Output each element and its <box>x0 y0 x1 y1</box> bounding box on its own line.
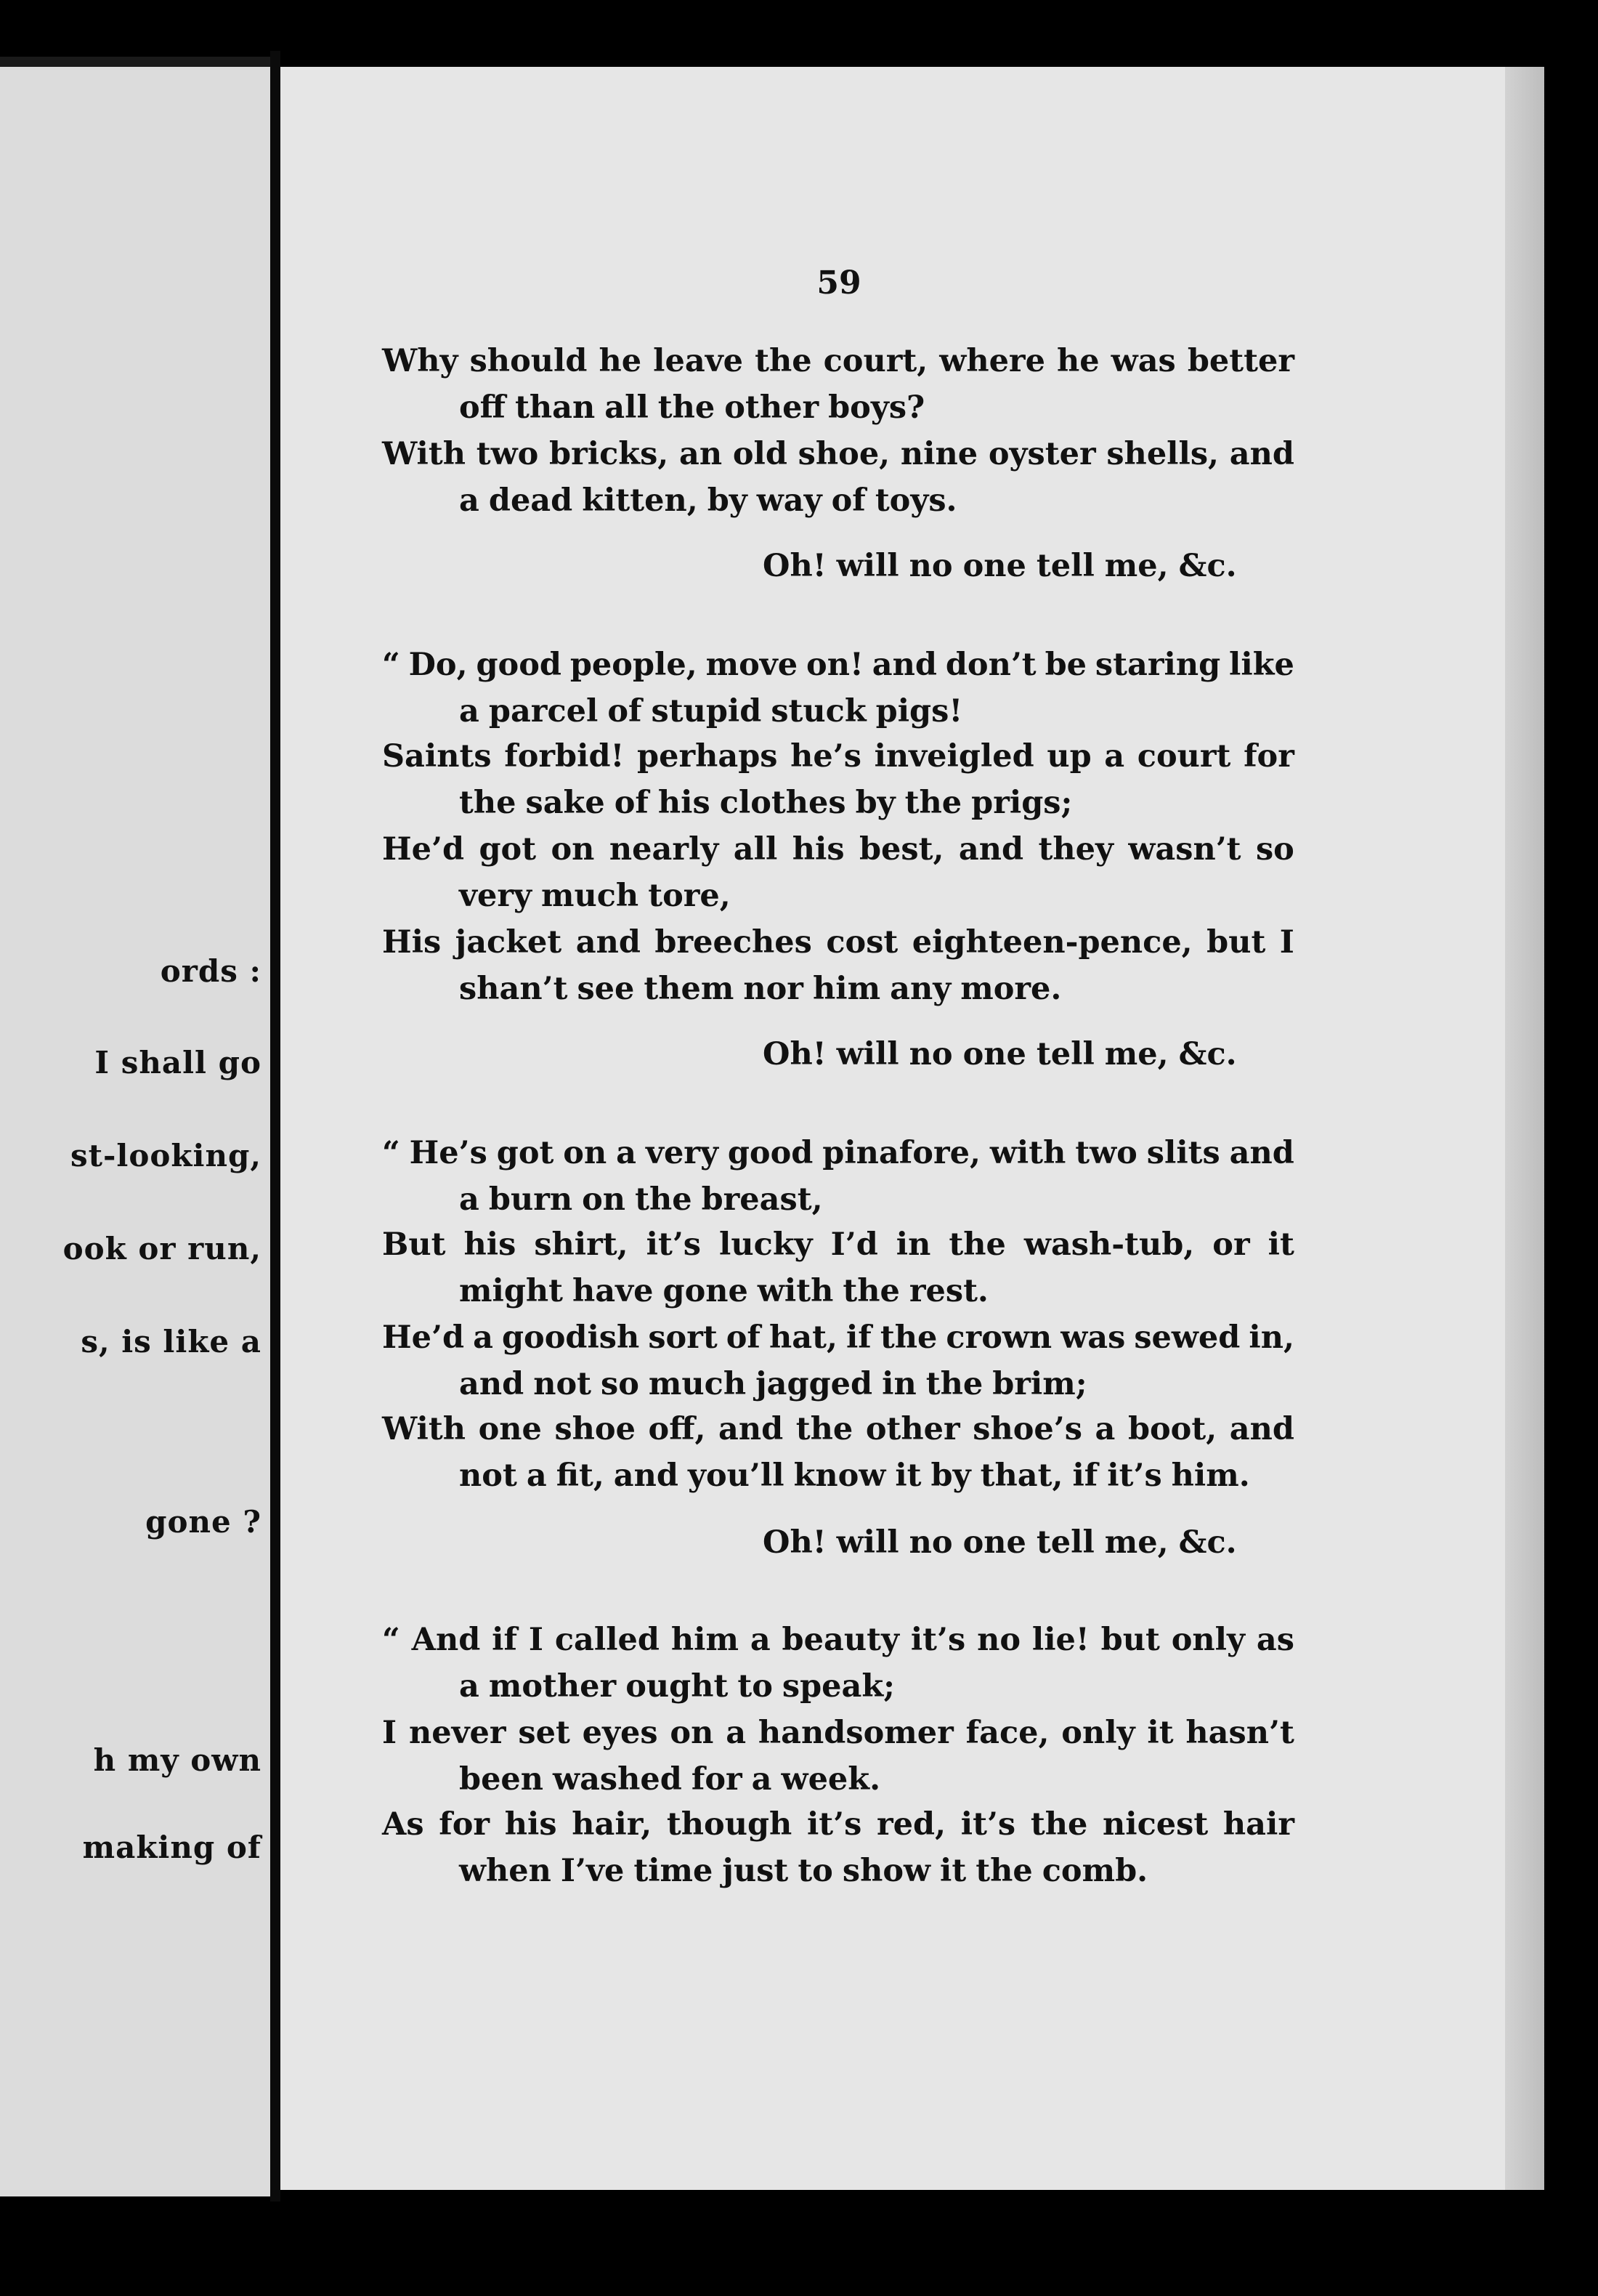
poem-line: shan’t see them nor him any more. <box>459 971 1062 1007</box>
poem-line: a dead kitten, by way of toys. <box>459 482 957 519</box>
previous-page-fragment: h my own <box>93 1742 261 1778</box>
poem-line: He’d got on nearly all his best, and they wasn’t so <box>382 831 1294 868</box>
poem-line: Saints forbid! perhaps he’s inveigled up a court for <box>382 738 1294 775</box>
refrain-line: Oh! will no one tell me, &c. <box>763 1524 1237 1561</box>
previous-page-fragment: I shall go <box>94 1045 261 1080</box>
poem-line: Why should he leave the court, where he was better <box>382 343 1294 379</box>
poem-line: As for his hair, though it’s red, it’s the nicest hair <box>382 1806 1294 1843</box>
poem-line: might have gone with the rest. <box>459 1273 989 1309</box>
previous-page-fragment: st-looking, <box>70 1138 261 1173</box>
poem-line: and not so much jagged in the brim; <box>459 1366 1087 1402</box>
poem-line: I never set eyes on a handsomer face, only it hasn’t <box>382 1715 1294 1751</box>
poem-line: He’d a goodish sort of hat, if the crown was sewed in, <box>382 1319 1294 1356</box>
refrain-line: Oh! will no one tell me, &c. <box>763 548 1237 584</box>
book-gutter <box>270 51 280 2202</box>
poem-line: “ He’s got on a very good pinafore, with two slits and <box>382 1135 1294 1171</box>
previous-page-fragment: ook or run, <box>62 1231 261 1266</box>
poem-line: when I’ve time just to show it the comb. <box>459 1853 1148 1889</box>
previous-page-fragment: s, is like a <box>81 1324 261 1359</box>
poem-line: With two bricks, an old shoe, nine oyster shells, and <box>382 436 1294 472</box>
previous-page-fragment: making of <box>82 1830 261 1865</box>
poem-line: a burn on the breast, <box>459 1181 823 1218</box>
poem-line: been washed for a week. <box>459 1761 881 1798</box>
poem-line: very much tore, <box>459 878 731 914</box>
poem-line: But his shirt, it’s lucky I’d in the wash-tub, or it <box>382 1226 1294 1263</box>
poem-line: His jacket and breeches cost eighteen-pence, but I <box>382 924 1294 961</box>
previous-page-fragment: gone ? <box>145 1504 261 1540</box>
page-number: 59 <box>816 264 861 302</box>
poem-line: a parcel of stupid stuck pigs! <box>459 693 963 729</box>
poem-line: the sake of his clothes by the prigs; <box>459 785 1073 821</box>
page-edge <box>1505 67 1544 2190</box>
poem-line: “ Do, good people, move on! and don’t be staring like <box>382 647 1294 683</box>
poem-line: off than all the other boys? <box>459 389 925 426</box>
poem-line: not a fit, and you’ll know it by that, if it’s him. <box>459 1458 1250 1494</box>
poem-line: “ And if I called him a beauty it’s no lie! but only as <box>382 1622 1294 1658</box>
page-edge-shadow <box>0 57 270 67</box>
previous-page <box>0 57 270 2196</box>
poem-line: With one shoe off, and the other shoe’s a boot, and <box>382 1411 1294 1447</box>
poem-line: a mother ought to speak; <box>459 1668 896 1705</box>
previous-page-fragment: ords : <box>160 953 261 989</box>
refrain-line: Oh! will no one tell me, &c. <box>763 1036 1237 1072</box>
